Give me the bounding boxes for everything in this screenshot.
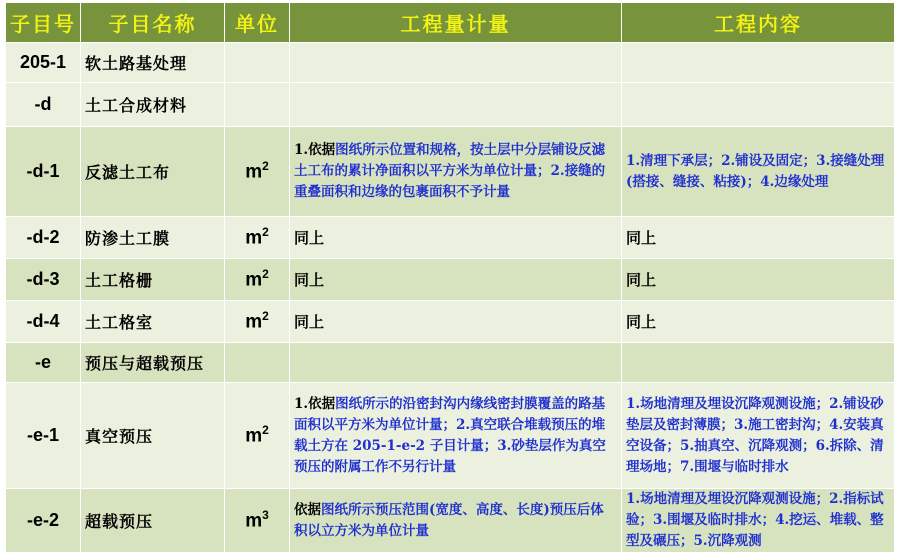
item-unit [225, 43, 290, 83]
item-code: -e-2 [6, 489, 81, 553]
item-code: -e-1 [6, 383, 81, 489]
unit-base: m [245, 269, 263, 291]
item-unit [225, 83, 290, 127]
item-unit [225, 127, 290, 217]
item-unit [225, 301, 290, 343]
item-name: 土工格室 [81, 301, 225, 343]
item-content: 1.场地清理及埋设沉降观测设施；2.铺设砂垫层及密封薄膜；3.施工密封沟；4.安装真空设备；5.抽真空、沉降观测；6.拆除、清理场地；7.围堰与临时排水 [622, 383, 895, 489]
measurement-text: 图纸所示预压范围(宽度、高度、长度)预压后体积以立方米为单位计量 [294, 501, 604, 539]
item-code: -e [6, 343, 81, 383]
item-content: 同上 [622, 217, 895, 259]
item-measurement [290, 343, 622, 383]
item-content: 1.清理下承层；2.铺设及固定；3.接缝处理(搭接、缝接、粘接)；4.边缘处理 [622, 127, 895, 217]
unit-exponent: 2 [262, 225, 269, 240]
table-row [6, 83, 895, 127]
item-code: 205-1 [6, 43, 81, 83]
measurement-text: 图纸所示的沿密封沟内缘线密封膜覆盖的路基面积以平方米为单位计量；2.真空联合堆载预压的堆载土方在 205-1-e-2 子目计量；3.砂垫层作为真空预压的附属工作不另行计量 [294, 395, 606, 475]
header-unit: 单位 [225, 3, 290, 43]
measurement-prefix: 依据 [294, 501, 321, 518]
item-measurement [290, 489, 622, 553]
measurement-text: 图纸所示位置和规格，按土层中分层铺设反滤土工布的累计净面积以平方米为单位计量；2.接缝的重叠面积和边缘的包裹面积不予计量 [294, 142, 606, 200]
item-measurement [290, 83, 622, 127]
table-row [6, 43, 895, 83]
quantity-table-wrapper [5, 2, 895, 553]
item-content: 同上 [622, 301, 895, 343]
item-content [622, 83, 895, 127]
unit-exponent: 2 [262, 267, 269, 282]
item-name: 土工合成材料 [81, 83, 225, 127]
item-code: -d-4 [6, 301, 81, 343]
item-unit [225, 259, 290, 301]
item-unit [225, 343, 290, 383]
unit-exponent: 2 [262, 309, 269, 324]
header-row [6, 3, 895, 43]
unit-base: m [245, 227, 263, 249]
header-code: 子目号 [6, 3, 81, 43]
unit-base: m [245, 510, 263, 532]
unit-base: m [245, 311, 263, 333]
item-measurement: 同上 [290, 301, 622, 343]
table-row [6, 217, 895, 259]
item-unit [225, 217, 290, 259]
quantity-table [5, 2, 895, 553]
item-content: 1.场地清理及埋设沉降观测设施；2.指标试验；3.围堰及临时排水；4.挖运、堆载、整型及碾压；5.沉降观测 [622, 489, 895, 553]
item-measurement: 同上 [290, 259, 622, 301]
table-row [6, 383, 895, 489]
item-measurement [290, 43, 622, 83]
item-content [622, 343, 895, 383]
item-name: 预压与超载预压 [81, 343, 225, 383]
item-measurement [290, 383, 622, 489]
item-measurement: 同上 [290, 217, 622, 259]
item-name: 真空预压 [81, 383, 225, 489]
header-name: 子目名称 [81, 3, 225, 43]
item-measurement [290, 127, 622, 217]
header-measurement: 工程量计量 [290, 3, 622, 43]
table-row [6, 259, 895, 301]
table-row [6, 343, 895, 383]
item-name: 防渗土工膜 [81, 217, 225, 259]
unit-exponent: 2 [262, 423, 269, 438]
table-row [6, 127, 895, 217]
table-row [6, 489, 895, 553]
item-code: -d-3 [6, 259, 81, 301]
item-name: 土工格栅 [81, 259, 225, 301]
unit-base: m [245, 425, 263, 447]
measurement-prefix: 1.依据 [294, 142, 336, 158]
item-name: 超载预压 [81, 489, 225, 553]
item-code: -d-2 [6, 217, 81, 259]
table-row [6, 301, 895, 343]
header-content: 工程内容 [622, 3, 895, 43]
item-name: 反滤土工布 [81, 127, 225, 217]
unit-exponent: 3 [262, 508, 269, 523]
unit-exponent: 2 [262, 159, 269, 174]
item-unit [225, 383, 290, 489]
unit-base: m [245, 161, 263, 183]
measurement-prefix: 1.依据 [294, 395, 336, 412]
item-content: 同上 [622, 259, 895, 301]
item-code: -d-1 [6, 127, 81, 217]
item-unit [225, 489, 290, 553]
item-code: -d [6, 83, 81, 127]
item-name: 软土路基处理 [81, 43, 225, 83]
item-content [622, 43, 895, 83]
